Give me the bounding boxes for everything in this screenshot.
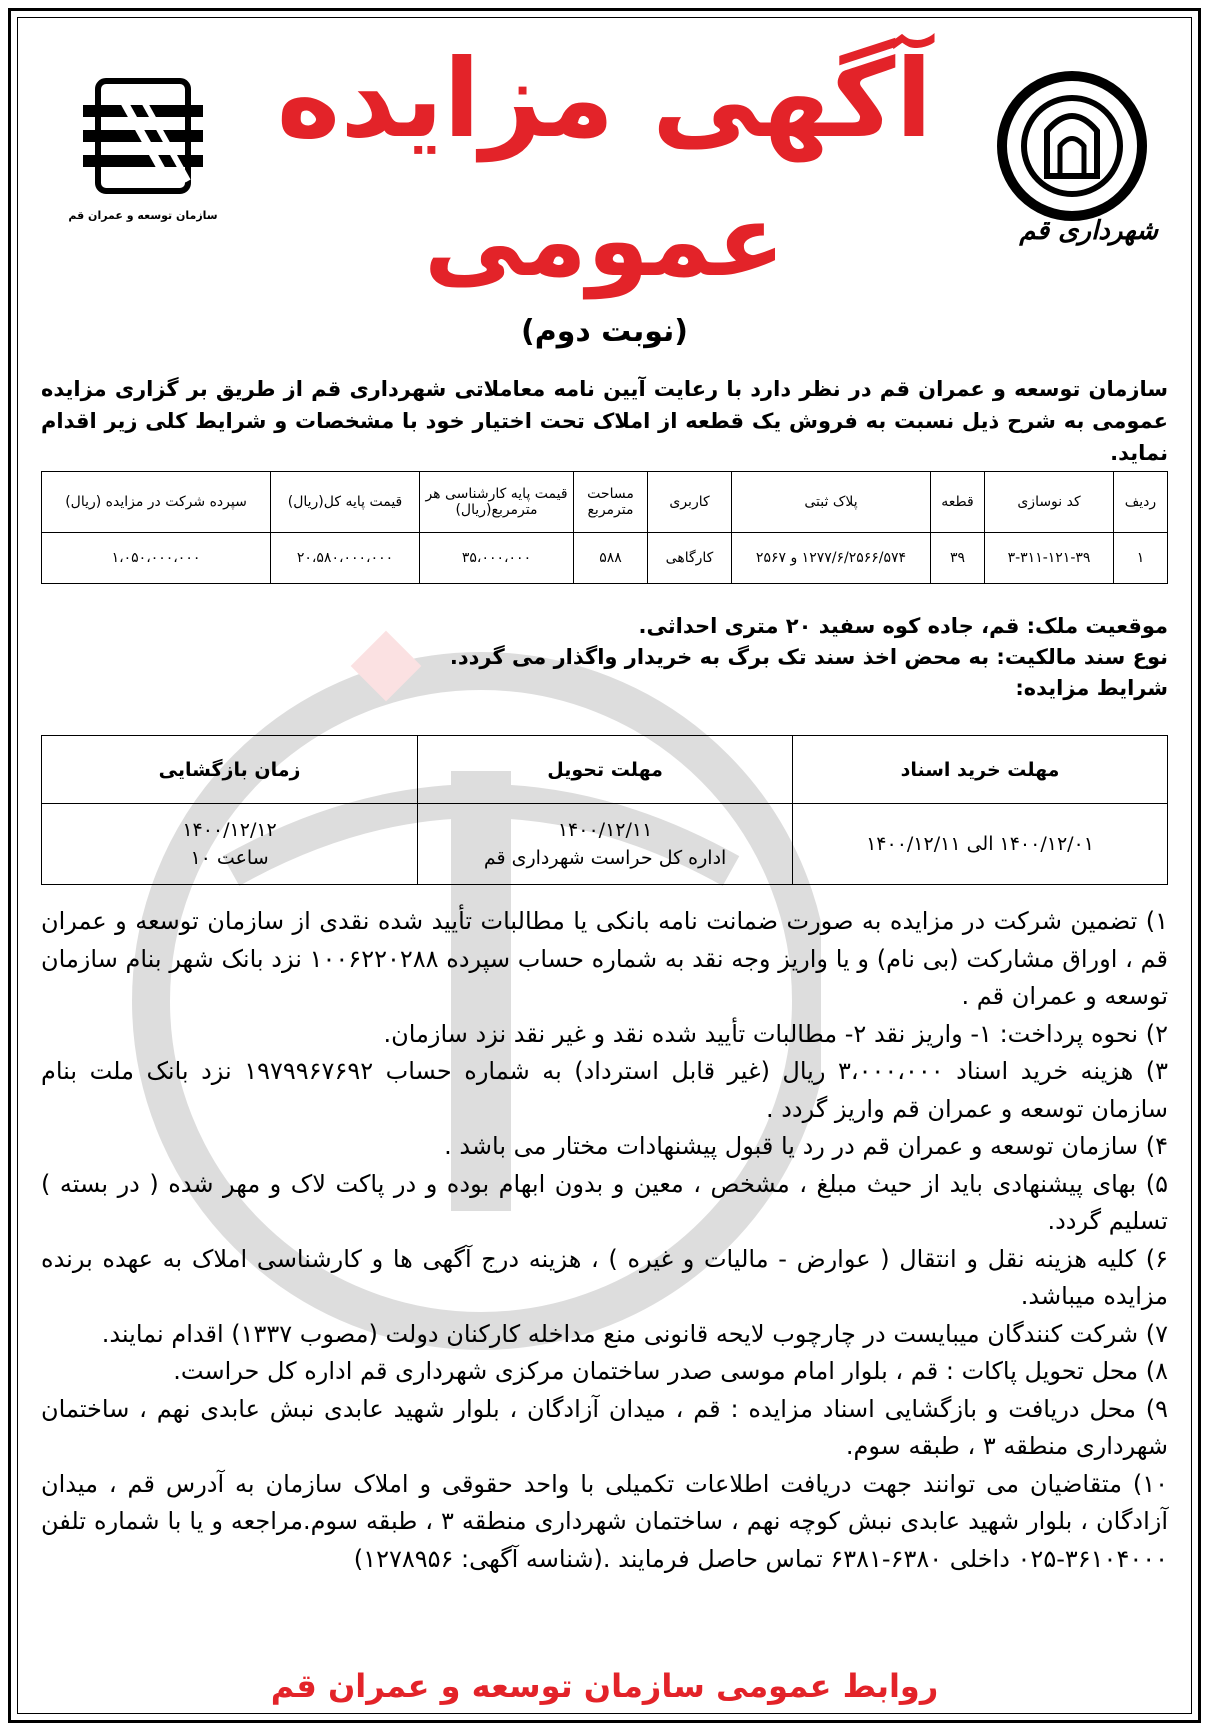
cell-parcel: ۳۹ [931, 533, 985, 584]
opening-date: ۱۴۰۰/۱۲/۱۲ [182, 819, 277, 841]
schedule-table-header [42, 736, 1168, 804]
term-item: ۱) تضمین شرکت در مزایده به صورت ضمانت نامه بانکی یا مطالبات تأیید شده نقدی از سازمان توسعه و عمران قم ، اوراق مشارکت (بی نام) و یا واریز وجه نقد به شماره حساب سپرده ۱۰۰۶۲۲۰۲۸۸ نزد بانک شهر بنام سازمان توسعه و عمران قم . [41, 907, 1168, 1010]
col-area: مساحت مترمربع [574, 472, 648, 533]
delivery-place: اداره کل حراست شهرداری قم [483, 847, 727, 869]
col-row: ردیف [1114, 472, 1168, 533]
property-table [41, 471, 1168, 584]
term-item: ۸) محل تحویل پاکات : قم ، بلوار امام موسی صدر ساختمان مرکزی شهرداری قم اداره کل حراست. [173, 1357, 1168, 1385]
col-usage: کاربری [648, 472, 732, 533]
term-item: ۵) بهای پیشنهادی باید از حیث مبلغ ، مشخص ، معین و بدون ابهام بوده و در پاکت لاک و مهر شده ( در بسته ) تسلیم گردد. [41, 1169, 1168, 1235]
deed-line: نوع سند مالکیت: به محض اخذ سند تک برگ به خریدار واگذار می گردد. [449, 645, 1168, 669]
property-table-header [42, 472, 1168, 533]
cell-opening [42, 804, 418, 885]
delivery-date: ۱۴۰۰/۱۲/۱۱ [557, 819, 653, 841]
terms-list [41, 903, 1168, 1578]
term-item: ۷) شرکت کنندگان میبایست در چارچوب لایحه قانونی منع مداخله کارکنان دولت (مصوب ۱۳۳۷) اقدام نمایند. [101, 1319, 1168, 1348]
location-line: موقعیت ملک: قم، جاده کوه سفید ۲۰ متری احداثی. [638, 614, 1168, 638]
col-total-price: قیمت پایه کل(ریال) [271, 472, 420, 533]
cell-row: ۱ [1114, 533, 1168, 584]
term-item: ۲) نحوه پرداخت: ۱- واریز نقد ۲- مطالبات تأیید شده نقد و غیر نقد نزد سازمان. [383, 1019, 1168, 1048]
col-plate: پلاک ثبتی [732, 472, 931, 533]
schedule-table [41, 735, 1168, 885]
organization-logo-caption: سازمان توسعه و عمران قم [68, 209, 218, 222]
col-purchase-deadline: مهلت خرید اسناد [793, 736, 1168, 804]
organization-logo [63, 71, 223, 271]
col-code: کد نوسازی [985, 472, 1114, 533]
term-item: ۱۰) متقاضیان می توانند جهت دریافت اطلاعات تکمیلی با واحد حقوقی و املاک سازمان به آدرس قم ، میدان آزادگان ، بلوار شهید عابدی نبش کوچه نهم ، ساختمان شهرداری منطقه ۳ ، طبقه سوم.مراجعه و یا با شماره تلفن ۳۶۱۰۴۰۰۰-۰۲۵ داخلی ۶۳۸۰-۶۳۸۱ تماس حاصل فرمایند .(شناسه آگهی: ۱۲۷۸۹۵۶) [41, 1469, 1168, 1573]
col-delivery-deadline: مهلت تحویل [418, 736, 793, 804]
round-subtitle: (نوبت دوم) [521, 314, 688, 349]
col-unit-price: قیمت پایه کارشناسی هر مترمربع(ریال) [420, 472, 574, 533]
notice-page [8, 8, 1201, 1723]
term-item: ۶) کلیه هزینه نقل و انتقال ( عوارض - مالیات و غیره ) ، هزینه درج آگهی ها و کارشناسی املاک به عهده برنده مزایده میباشد. [41, 1244, 1168, 1310]
cell-usage: کارگاهی [648, 533, 732, 584]
cell-area: ۵۸۸ [574, 533, 648, 584]
cell-deposit: ۱،۰۵۰،۰۰۰،۰۰۰ [42, 533, 271, 584]
cell-code: ۳-۳۱۱-۱۲۱-۳۹ [985, 533, 1114, 584]
term-item: ۹) محل دریافت و بازگشایی اسناد مزایده : قم ، میدان آزادگان ، بلوار شهید عابدی نبش عابدی نهم ، ساختمان شهرداری منطقه ۳ ، طبقه سوم. [41, 1394, 1168, 1460]
col-parcel: قطعه [931, 472, 985, 533]
table-row [42, 804, 1168, 885]
col-deposit: سپرده شرکت در مزایده (ریال) [42, 472, 271, 533]
col-opening-time: زمان بازگشایی [42, 736, 418, 804]
notice-title: آگهی مزایده [276, 37, 933, 162]
conditions-label: شرایط مزایده: [1015, 676, 1168, 700]
purchase-range: ۱۴۰۰/۱۲/۰۱ الی ۱۴۰۰/۱۲/۱۱ [866, 833, 1094, 855]
cell-plate: ۱۲۷۷/۶/۲۵۶۶/۵۷۴ و ۲۵۶۷ [732, 533, 931, 584]
cell-unit-price: ۳۵،۰۰۰،۰۰۰ [420, 533, 574, 584]
term-item: ۳) هزینه خرید اسناد ۳،۰۰۰،۰۰۰ ریال (غیر قابل استرداد) به شماره حساب ۱۹۷۹۹۶۷۶۹۲ نزد بانک ملت بنام سازمان توسعه و عمران قم واریز گردد . [41, 1057, 1168, 1123]
municipality-logo-text: شهرداری قم [1019, 216, 1158, 246]
notice-title-line2: عمومی [423, 182, 786, 299]
intro-paragraph: سازمان توسعه و عمران قم در نظر دارد با رعایت آیین نامه معاملاتی شهرداری قم از طریق بر گزاری مزایده عمومی به شرح ذیل نسبت به فروش یک قطعه از املاک تحت اختیار خود با مشخصات و شرایط کلی زیر اقدام نماید. [41, 377, 1168, 465]
table-row [42, 533, 1168, 584]
term-item: ۴) سازمان توسعه و عمران قم در رد یا قبول پیشنهادات مختار می باشد . [444, 1132, 1168, 1160]
cell-purchase [793, 804, 1168, 885]
footer-signature: روابط عمومی سازمان توسعه و عمران قم [270, 1667, 939, 1705]
opening-time: ساعت ۱۰ [190, 847, 269, 869]
cell-total-price: ۲۰،۵۸۰،۰۰۰،۰۰۰ [271, 533, 420, 584]
property-info [41, 611, 1168, 704]
cell-delivery [418, 804, 793, 885]
